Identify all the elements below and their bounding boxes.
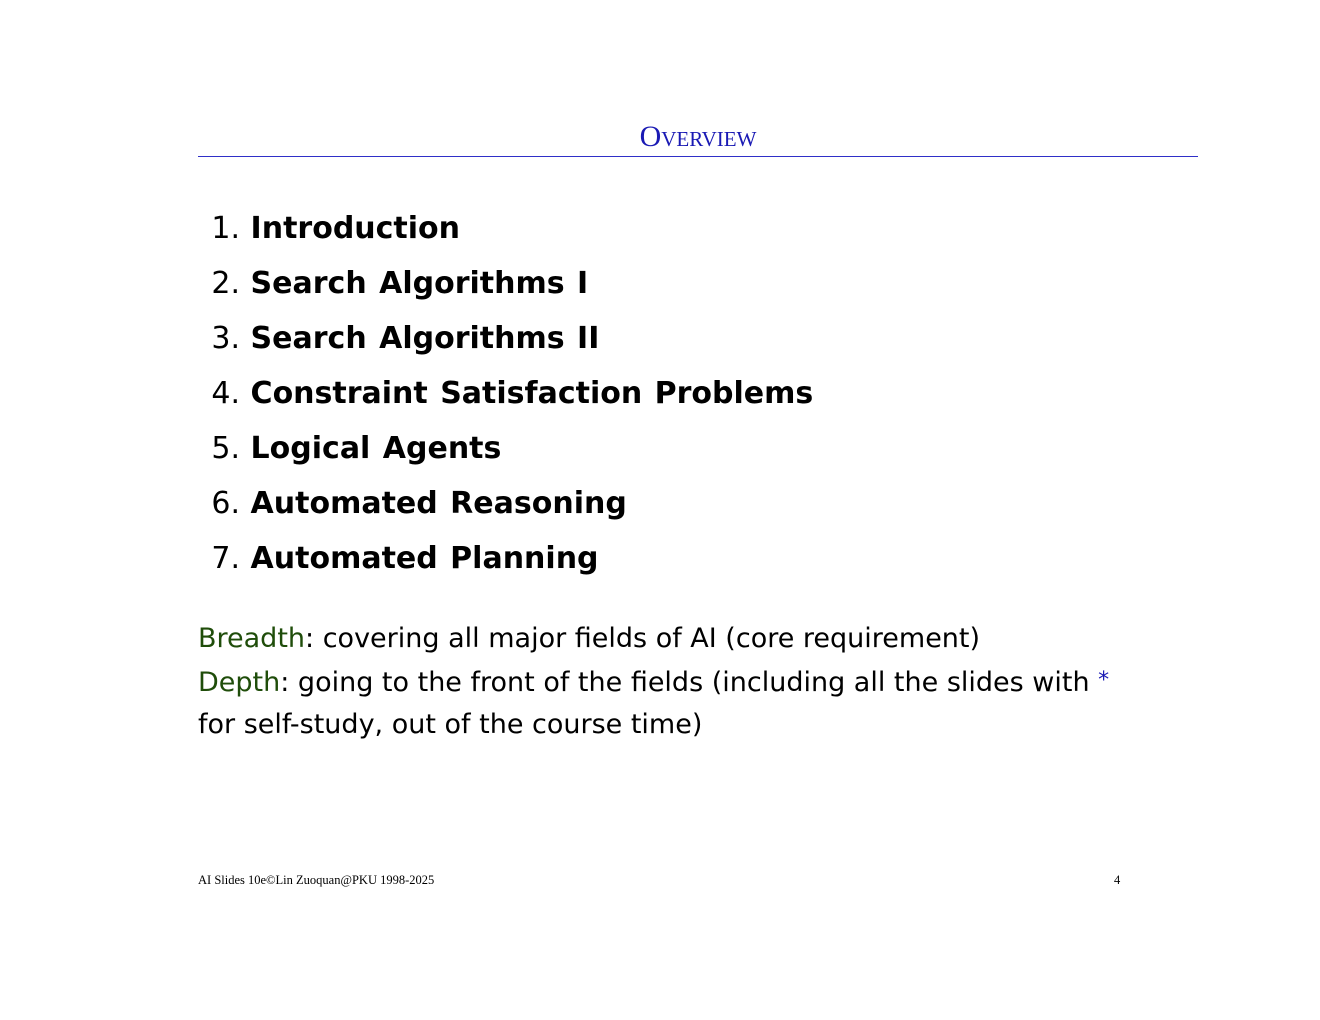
title-divider bbox=[198, 156, 1198, 157]
list-item bbox=[198, 207, 813, 262]
depth-term: Depth bbox=[198, 667, 281, 698]
list-item bbox=[198, 482, 813, 537]
star-marker: * bbox=[1098, 668, 1110, 693]
item-number: 3. bbox=[211, 321, 240, 356]
item-label: Introduction bbox=[250, 211, 461, 246]
footer-credit: AI Slides 10e©Lin Zuoquan@PKU 1998-2025 bbox=[198, 873, 435, 887]
item-label: Search Algorithms II bbox=[250, 321, 600, 356]
list-item bbox=[198, 537, 813, 592]
description-block bbox=[198, 618, 1158, 746]
item-number: 6. bbox=[211, 486, 240, 521]
item-number: 7. bbox=[211, 541, 240, 576]
list-item bbox=[198, 262, 813, 317]
breadth-line bbox=[198, 618, 1158, 660]
list-item bbox=[198, 427, 813, 482]
breadth-term: Breadth bbox=[198, 623, 306, 654]
item-label: Search Algorithms I bbox=[250, 266, 589, 301]
item-label: Constraint Satisfaction Problems bbox=[250, 376, 814, 411]
item-number: 5. bbox=[211, 431, 240, 466]
list-item bbox=[198, 317, 813, 372]
overview-list bbox=[198, 207, 813, 592]
item-number: 1. bbox=[211, 211, 240, 246]
item-label: Automated Reasoning bbox=[250, 486, 627, 521]
item-number: 2. bbox=[211, 266, 240, 301]
item-label: Logical Agents bbox=[250, 431, 502, 466]
slide-title: Overview bbox=[639, 120, 757, 153]
depth-text: : going to the front of the fields (including all the slides with bbox=[280, 667, 1099, 698]
breadth-text: : covering all major fields of AI (core requirement) bbox=[305, 623, 981, 654]
page-number: 4 bbox=[1114, 873, 1121, 887]
item-label: Automated Planning bbox=[250, 541, 599, 576]
depth-line bbox=[198, 660, 1158, 704]
list-item bbox=[198, 372, 813, 427]
item-number: 4. bbox=[211, 376, 240, 411]
depth-continuation-line: for self-study, out of the course time) bbox=[198, 709, 703, 740]
